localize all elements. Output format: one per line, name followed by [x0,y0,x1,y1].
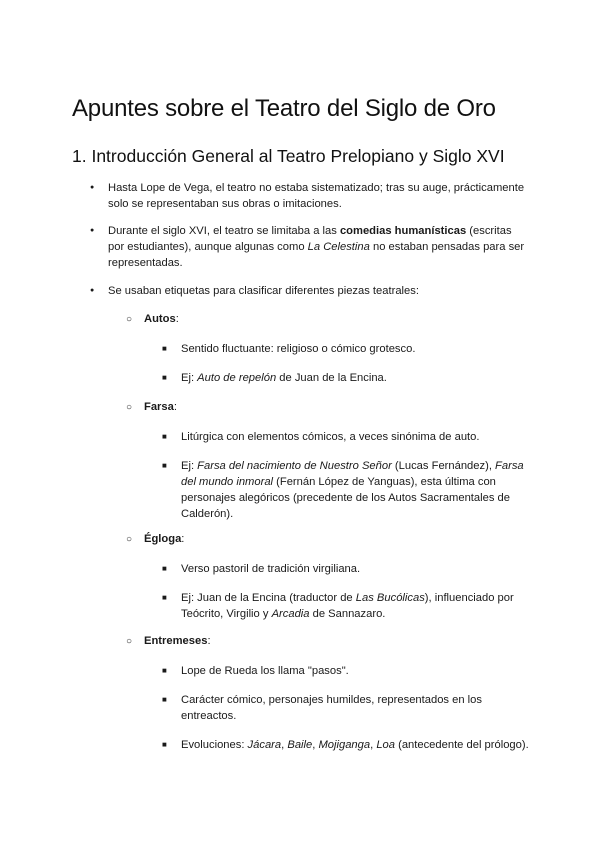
bullet-circle-icon [126,399,132,416]
bullet-disc-icon [90,180,94,198]
list-item: Ej: Auto de repelón de Juan de la Encina. [181,372,387,384]
page-title: Apuntes sobre el Teatro del Siglo de Oro [72,95,496,122]
bullet-square-icon [162,590,167,607]
list-item: Ej: Farsa del nacimiento de Nuestro Señor (Lucas Fernández), Farsa del mundo inmoral (Fernán López de Yanguas), esta última con personajes alegóricos (precedente de los Autos Sacramentales de Calderón). [181,460,524,520]
list-item: Carácter cómico, personajes humildes, representados en los entreactos. [181,694,482,722]
category-autos: Autos: [144,313,179,325]
bullet-square-icon [162,663,167,680]
bullet-circle-icon [126,531,132,548]
list-item: Hasta Lope de Vega, el teatro no estaba sistematizado; tras su auge, prácticamente solo se representaban sus obras o imitaciones. [108,182,525,210]
bullet-circle-icon [126,633,132,650]
list-item: Verso pastoril de tradición virgiliana. [181,563,361,575]
list-item: Sentido fluctuante: religioso o cómico grotesco. [181,343,416,355]
list-item: Se usaban etiquetas para clasificar diferentes piezas teatrales: [108,285,419,297]
list-item: Durante el siglo XVI, el teatro se limitaba a las comedias humanísticas (escritas por estudiantes), aunque algunas como La Celestina no estaban pensadas para ser representadas. [108,225,525,269]
category-entremeses: Entremeses: [144,635,211,647]
bullet-square-icon [162,341,167,358]
bullet-disc-icon [90,223,94,241]
section-heading: 1. Introducción General al Teatro Prelopiano y Siglo XVI [72,146,505,166]
bullet-disc-icon [90,283,94,301]
list-item: Litúrgica con elementos cómicos, a veces sinónima de auto. [181,431,480,443]
bullet-square-icon [162,692,167,709]
bullet-square-icon [162,370,167,387]
category-egloga: Égloga: [144,533,185,545]
list-item: Evoluciones: Jácara, Baile, Mojiganga, Loa (antecedente del prólogo). [181,739,529,751]
category-farsa: Farsa: [144,401,177,413]
bullet-circle-icon [126,311,132,328]
bullet-square-icon [162,561,167,578]
list-item: Lope de Rueda los llama "pasos". [181,665,349,677]
list-item: Ej: Juan de la Encina (traductor de Las Bucólicas), influenciado por Teócrito, Virgilio y Arcadia de Sannazaro. [181,592,514,620]
bullet-square-icon [162,429,167,446]
bullet-square-icon [162,737,167,754]
bullet-square-icon [162,458,167,475]
